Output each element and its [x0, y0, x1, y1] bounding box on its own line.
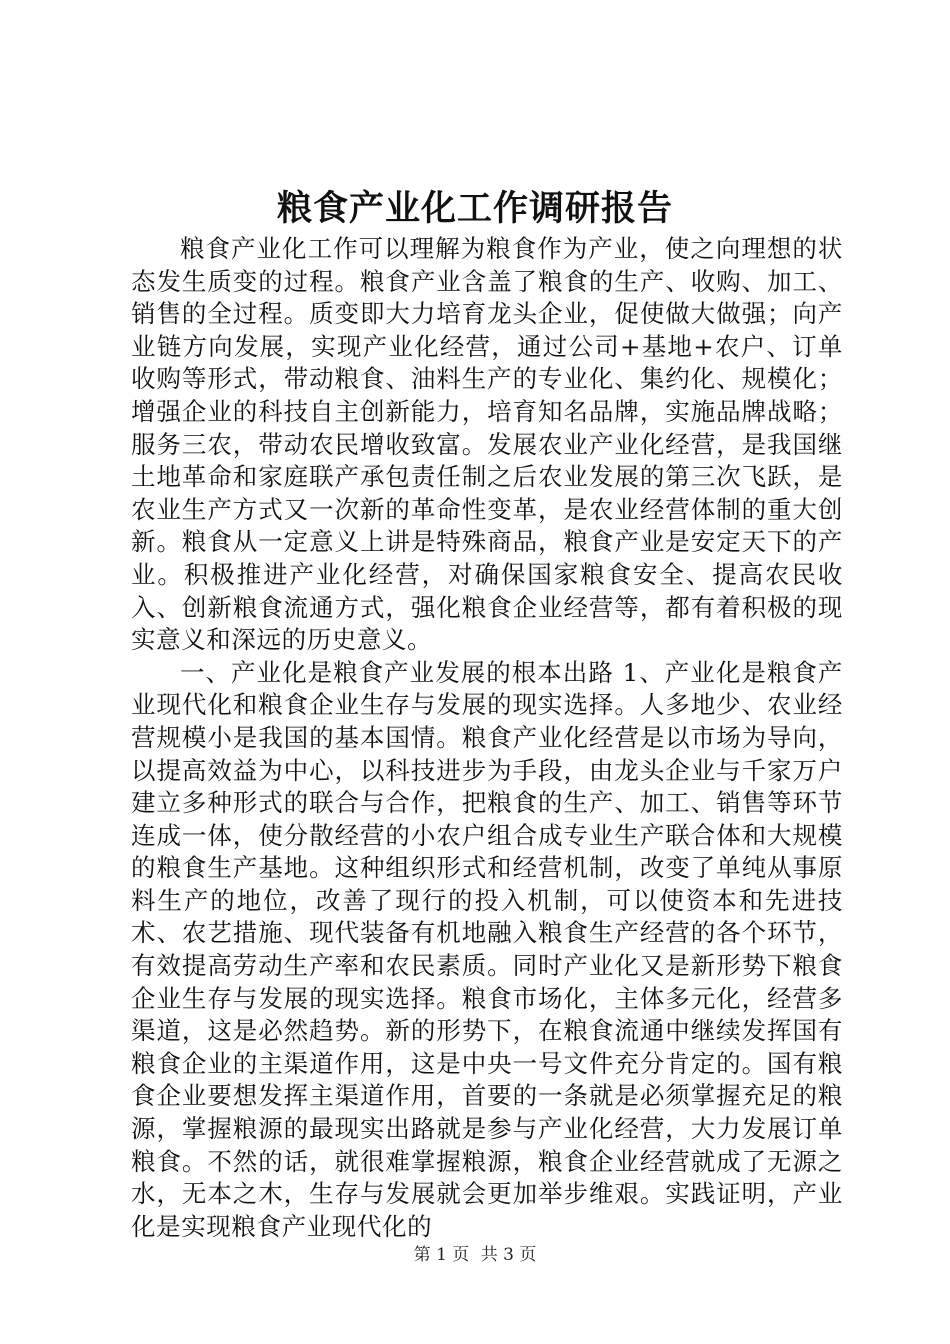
page-total: 共 3 页 [480, 1245, 537, 1265]
document-body [131, 233, 843, 1243]
paragraph-intro: 粮食产业化工作可以理解为粮食作为产业，使之向理想的状态发生质变的过程。粮食产业含盖了粮食的生产、收购、加工、销售的全过程。质变即大力培育龙头企业，促使做大做强；向产业链方向发展，实现产业化经营，通过公司+基地+农户、订单收购等形式，带动粮食、油料生产的专业化、集约化、规模化；增强企业的科技自主创新能力，培育知名品牌，实施品牌战略；服务三农，带动农民增收致富。发展农业产业化经营，是我国继土地革命和家庭联产承包责任制之后农业发展的第三次飞跃，是农业生产方式又一次新的革命性变革，是农业经营体制的重大创新。粮食从一定意义上讲是特殊商品，粮食产业是安定天下的产业。积极推进产业化经营，对确保国家粮食安全、提高农民收入、创新粮食流通方式，强化粮食企业经营等，都有着积极的现实意义和深远的历史意义。 [131, 234, 843, 655]
paragraph-section-one: 一、产业化是粮食产业发展的根本出路 1、产业化是粮食产业现代化和粮食企业生存与发展的现实选择。人多地少、农业经营规模小是我国的基本国情。粮食产业化经营是以市场为导向，以提高效益为中心，以科技进步为手段，由龙头企业与千家万户建立多种形式的联合与合作，把粮食的生产、加工、销售等环节连成一体，使分散经营的小农户组合成专业生产联合体和大规模的粮食生产基地。这种组织形式和经营机制，改变了单纯从事原料生产的地位，改善了现行的投入机制，可以使资本和先进技术、农艺措施、现代装备有机地融入粮食生产经营的各个环节，有效提高劳动生产率和农民素质。同时产业化又是新形势下粮食企业生存与发展的现实选择。粮食市场化，主体多元化，经营多渠道，这是必然趋势。新的形势下，在粮食流通中继续发挥国有粮食企业的主渠道作用，这是中央一号文件充分肯定的。国有粮食企业要想发挥主渠道作用，首要的一条就是必须掌握充足的粮源，掌握粮源的最现实出路就是参与产业化经营，大力发展订单粮食。不然的话，就很难掌握粮源，粮食企业经营就成了无源之水，无本之木，生存与发展就会更加举步维艰。实践证明，产业化是实现粮食产业现代化的 [131, 657, 843, 1241]
document-title: 粮食产业化工作调研报告 [276, 188, 673, 229]
page-footer [0, 1244, 950, 1266]
page-number: 第 1 页 [413, 1245, 470, 1265]
